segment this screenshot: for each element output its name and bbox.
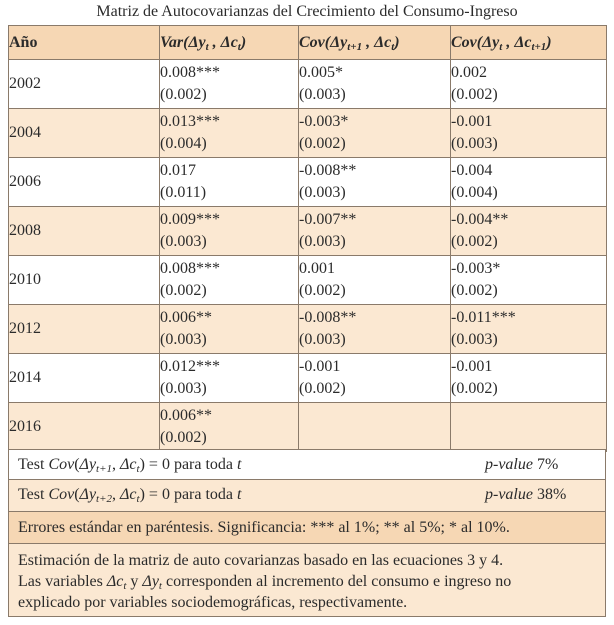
value-cell bbox=[299, 305, 451, 354]
standard-error: (0.004) bbox=[160, 135, 207, 152]
standard-error: (0.003) bbox=[160, 233, 207, 250]
estimate: -0.001 bbox=[451, 113, 493, 130]
year-cell: 2010 bbox=[9, 256, 160, 305]
test-row-2 bbox=[8, 480, 606, 512]
estimate: -0.004** bbox=[451, 211, 509, 228]
table-row bbox=[9, 158, 607, 207]
value-cell bbox=[299, 354, 451, 403]
standard-error: (0.002) bbox=[160, 86, 207, 103]
test-1-pvalue: p-value 7% bbox=[485, 456, 559, 473]
standard-error: (0.003) bbox=[299, 331, 346, 348]
year-cell: 2008 bbox=[9, 207, 160, 256]
estimation-note-line-3: explicado por variables sociodemográficas, respectivamente. bbox=[18, 594, 408, 611]
estimate: 0.012*** bbox=[160, 358, 220, 375]
test-row-1 bbox=[8, 449, 606, 480]
estimate: -0.008** bbox=[299, 162, 357, 179]
estimation-note bbox=[8, 544, 606, 617]
standard-error: (0.002) bbox=[299, 380, 346, 397]
year-cell: 2016 bbox=[9, 403, 160, 452]
standard-error: (0.002) bbox=[299, 282, 346, 299]
standard-error: (0.002) bbox=[451, 233, 498, 250]
estimate: 0.005* bbox=[299, 64, 343, 81]
year-cell: 2004 bbox=[9, 109, 160, 158]
value-cell bbox=[299, 207, 451, 256]
value-cell bbox=[451, 158, 607, 207]
table-row bbox=[9, 354, 607, 403]
standard-error: (0.004) bbox=[451, 184, 498, 201]
autocovariance-table bbox=[8, 25, 607, 452]
table-row bbox=[9, 305, 607, 354]
standard-error: (0.002) bbox=[160, 282, 207, 299]
value-cell bbox=[451, 305, 607, 354]
standard-error: (0.002) bbox=[451, 86, 498, 103]
standard-error: (0.011) bbox=[160, 184, 207, 201]
test-1-label: Test $Cov(\Delta y_{t+1}$, $\Delta c_t) = 0$ para toda t bbox=[18, 456, 242, 475]
estimate: 0.013*** bbox=[160, 113, 220, 130]
table-title: Matriz de Autocovarianzas del Crecimiento del Consumo-Ingreso bbox=[96, 3, 518, 20]
standard-error: (0.002) bbox=[451, 282, 498, 299]
standard-error: (0.003) bbox=[160, 380, 207, 397]
year-cell: 2002 bbox=[9, 60, 160, 109]
value-cell bbox=[160, 207, 299, 256]
value-cell bbox=[299, 256, 451, 305]
table-row bbox=[9, 207, 607, 256]
value-cell bbox=[299, 109, 451, 158]
estimate: -0.004 bbox=[451, 162, 493, 179]
estimate: -0.001 bbox=[299, 358, 341, 375]
table-row bbox=[9, 256, 607, 305]
value-cell bbox=[299, 158, 451, 207]
table-row bbox=[9, 403, 607, 452]
header-row bbox=[9, 26, 607, 60]
value-cell bbox=[451, 60, 607, 109]
estimate: -0.003* bbox=[451, 260, 501, 277]
standard-error: (0.003) bbox=[451, 331, 498, 348]
value-cell bbox=[160, 305, 299, 354]
estimate: -0.007** bbox=[299, 211, 357, 228]
value-cell bbox=[160, 158, 299, 207]
year-cell: 2006 bbox=[9, 158, 160, 207]
value-cell bbox=[160, 403, 299, 452]
estimate: 0.008*** bbox=[160, 260, 220, 277]
table-row bbox=[9, 60, 607, 109]
standard-error: (0.002) bbox=[451, 380, 498, 397]
value-cell bbox=[451, 256, 607, 305]
estimate: -0.011*** bbox=[451, 309, 516, 326]
year-cell: 2012 bbox=[9, 305, 160, 354]
value-cell bbox=[160, 60, 299, 109]
value-cell bbox=[299, 60, 451, 109]
estimate: 0.009*** bbox=[160, 211, 220, 228]
estimate: 0.006** bbox=[160, 309, 212, 326]
estimation-note-line-1: Estimación de la matriz de auto covarianzas basado en las ecuaciones 3 y 4. bbox=[18, 552, 504, 569]
standard-error: (0.003) bbox=[299, 184, 346, 201]
year-cell: 2014 bbox=[9, 354, 160, 403]
estimate: 0.008*** bbox=[160, 64, 220, 81]
header-cov-lead-y: $Cov(\Delta y_{t+1}$ , $\Delta c_t$) bbox=[299, 26, 451, 60]
value-cell bbox=[160, 256, 299, 305]
test-2-pvalue: p-value 38% bbox=[485, 486, 567, 503]
estimation-note-line-2: Las variables $\Delta c_t$ y $\Delta y_t$ corresponden al incremento del consumo e ingreso no bbox=[18, 573, 512, 592]
value-cell bbox=[451, 109, 607, 158]
header-year: Año bbox=[9, 26, 160, 60]
estimate: 0.006** bbox=[160, 407, 212, 424]
value-cell bbox=[160, 109, 299, 158]
errors-note: Errores estándar en paréntesis. Significancia: *** al 1%; ** al 5%; * al 10%. bbox=[8, 512, 606, 544]
standard-error: (0.003) bbox=[451, 135, 498, 152]
estimate: -0.003* bbox=[299, 113, 349, 130]
standard-error: (0.002) bbox=[299, 135, 346, 152]
standard-error: (0.003) bbox=[160, 331, 207, 348]
value-cell bbox=[451, 403, 607, 452]
estimate: 0.002 bbox=[451, 64, 487, 81]
standard-error: (0.002) bbox=[160, 429, 207, 446]
estimate: 0.017 bbox=[160, 162, 196, 179]
header-cov-lead-c: $Cov(\Delta y_t$ , $\Delta c_{t+1}$) bbox=[451, 26, 607, 60]
value-cell bbox=[451, 354, 607, 403]
test-2-label: Test $Cov(\Delta y_{t+2}$, $\Delta c_t) = 0$ para toda t bbox=[18, 486, 242, 505]
estimate: 0.001 bbox=[299, 260, 335, 277]
estimate: -0.001 bbox=[451, 358, 493, 375]
table-row bbox=[9, 109, 607, 158]
header-var: $Var(\Delta y_t$ , $\Delta c_t$) bbox=[160, 26, 299, 60]
standard-error: (0.003) bbox=[299, 86, 346, 103]
standard-error: (0.003) bbox=[299, 233, 346, 250]
value-cell bbox=[451, 207, 607, 256]
value-cell bbox=[160, 354, 299, 403]
value-cell bbox=[299, 403, 451, 452]
estimate: -0.008** bbox=[299, 309, 357, 326]
